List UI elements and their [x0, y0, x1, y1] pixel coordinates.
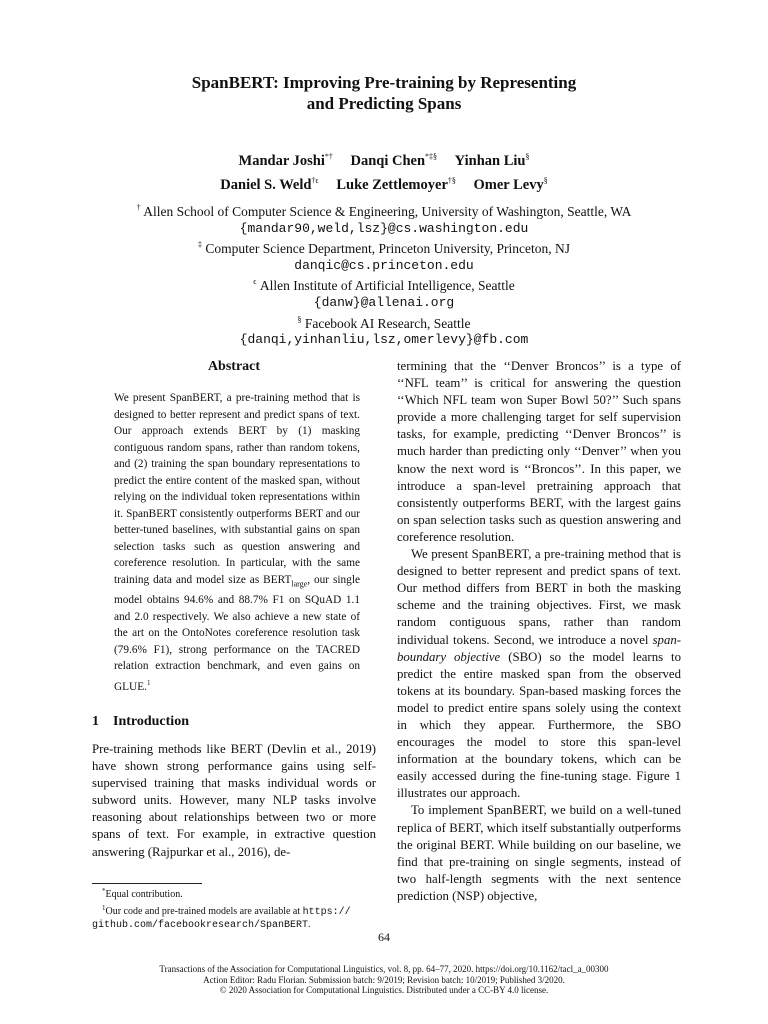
intro-paragraph-1: Pre-training methods like BERT (Devlin et al., 2019) have shown strong performance gains using self-supervised training that masks individual words or subword units. However, many NLP tasks involve reasoning about relationships between two or more spans of text. For example, in extractive question answering (Rajpurkar et al., 2016), de- [92, 742, 376, 859]
email-princeton[interactable]: danqic@cs.princeton.edu [294, 257, 474, 273]
footer-citation: Transactions of the Association for Computational Linguistics, vol. 8, pp. 64–77, 2020. https://doi.org/10.1162/tacl_a_00300 [159, 964, 609, 974]
author [474, 177, 548, 193]
footnote-mark: * [102, 887, 106, 895]
footnote-code [92, 902, 382, 933]
author [239, 153, 333, 169]
affiliation-name: Allen School of Computer Science & Engineering, University of Washington, Seattle, WA [143, 204, 632, 219]
author-marks: § [525, 152, 530, 161]
author-marks: § [543, 176, 548, 185]
affiliations [0, 200, 768, 349]
author [351, 153, 438, 169]
right-column [397, 358, 681, 905]
section-heading-introduction [92, 713, 376, 731]
author-name: Yinhan Liu [454, 153, 526, 169]
footnote-text: Equal contribution. [105, 889, 183, 900]
author-marks: *‡§ [425, 152, 438, 161]
author-row-1 [0, 147, 768, 171]
footnote-rule [92, 883, 202, 884]
right-paragraph-1: termining that the ‘‘Denver Broncos’’ is a type of ‘‘NFL team’’ is critical for answering the question ‘‘Which NFL team won Super Bowl 50?’’ Such spans provide a more challenging target for self supervision tasks, for example, predicting ‘‘Denver Broncos’’ is much harder than predicting only ‘‘Denver’’ when you know the next word is ‘‘Broncos’’. In this paper, we introduce a span-level pretraining approach that consistently outperforms BERT, with the largest gains on span selection tasks such as question answering and coreference resolution. [397, 359, 681, 544]
section-title: Introduction [113, 714, 189, 730]
affiliation-mark: † [136, 203, 141, 212]
footer-license: © 2020 Association for Computational Linguistics. Distributed under a CC-BY 4.0 license. [219, 985, 549, 995]
title-line-2: and Predicting Spans [306, 94, 462, 113]
affiliation-uw [0, 200, 768, 221]
footnotes [92, 885, 382, 933]
author [455, 153, 530, 169]
affiliation-mark: ‡ [197, 240, 202, 250]
p2-part-a: We present SpanBERT, a pre-training method that is designed to better represent and predict spans of text. Our method differs from BERT in both the masking scheme and the training objectives. First, we mask random contiguous spans, rather than random individual tokens. Second, we introduce a novel [397, 547, 681, 647]
page-number: 64 [378, 930, 390, 944]
affiliation-princeton [0, 237, 768, 258]
right-paragraph-3: To implement SpanBERT, we build on a well-tuned replica of BERT, which itself substantially outperforms the original BERT. While building on our baseline, we find that pre-training on single segments, instead of two half-length segments with the next sentence prediction (NSP) objective, [397, 803, 681, 903]
author-marks: †§ [447, 176, 456, 185]
author-name: Daniel S. Weld [220, 177, 312, 193]
affiliation-name: Allen Institute of Artificial Intelligence, Seattle [259, 278, 515, 294]
journal-footer [0, 964, 768, 996]
footnote-mark: 1 [102, 903, 106, 912]
email-ai2[interactable]: {danw}@allenai.org [313, 294, 455, 310]
affiliation-name: Computer Science Department, Princeton University, Princeton, NJ [205, 241, 571, 257]
p2-emphasis: span-boundary objective [397, 632, 681, 664]
author-marks: †ϵ [311, 176, 319, 185]
affiliation-name: Facebook AI Research, Seattle [304, 315, 471, 331]
abstract-heading: Abstract [207, 359, 261, 374]
footer-editor: Action Editor: Radu Florian. Submission batch: 9/2019; Revision batch: 10/2019; Published 3/2020. [203, 974, 565, 985]
affiliation-ai2 [0, 274, 768, 295]
affiliation-mark: ϵ [253, 277, 257, 287]
affiliation-mark: § [297, 314, 302, 324]
author-name: Mandar Joshi [238, 153, 325, 169]
footnote-equal [92, 885, 382, 902]
left-column [92, 358, 376, 861]
email-fair[interactable]: {danqi,yinhanliu,lsz,omerlevy}@fb.com [239, 332, 529, 348]
author-name: Danqi Chen [350, 153, 426, 169]
author [336, 177, 456, 193]
section-number: 1 [92, 714, 99, 730]
author-name: Omer Levy [473, 177, 544, 193]
author-list [0, 147, 768, 195]
title-line-1: SpanBERT: Improving Pre-training by Representing [191, 73, 577, 92]
author-marks: *† [324, 152, 333, 161]
affiliation-fair [0, 312, 768, 333]
abstract-text [114, 390, 360, 695]
paper-title [0, 72, 768, 114]
abstract-subscript: large [291, 578, 308, 588]
email-uw[interactable]: {mandar90,weld,lsz}@cs.washington.edu [239, 220, 529, 236]
code-link-part-1[interactable]: https:// [302, 906, 351, 918]
footnote-end: . [308, 919, 311, 930]
abstract-part-b: , our single model obtains 94.6% and 88.7% F1 on SQuAD 1.1 and 2.0 respectively. We also achieve a new state of the art on the OntoNotes coreference resolution task (79.6% F1), strong performance on the TACRED relation extraction benchmark, and even gains on GLUE. [114, 573, 360, 693]
right-paragraph-2 [397, 546, 681, 802]
p2-part-b: (SBO) so the model learns to predict the entire masked span from the observed tokens at its boundary. Span-based masking forces the model to predict entire spans solely using the context in which they appear. Furthermore, the SBO encourages the model to store this span-level information at the boundary tokens, which can be easily accessed during the fine-tuning stage. Figure 1 illustrates our approach. [397, 649, 681, 801]
author-name: Luke Zettlemoyer [336, 177, 448, 193]
abstract-part-a: We present SpanBERT, a pre-training method that is designed to better represent and predict spans of text. Our approach extends BERT by (1) masking contiguous random spans, rather than random tokens, and (2) training the span boundary representations to predict the entire content of the masked span, without relying on the individual token representations within it. SpanBERT consistently outperforms BERT and our better-tuned baselines, with substantial gains on span selection tasks such as question answering and coreference resolution. In particular, with the same training data and model size as BERT [114, 392, 360, 586]
footnote-text: Our code and pre-trained models are available at [105, 905, 303, 917]
code-link-part-2[interactable]: github.com/facebookresearch/SpanBERT [92, 920, 309, 931]
footnote-ref[interactable]: 1 [146, 678, 151, 687]
author-row-2 [0, 171, 768, 195]
author [220, 177, 318, 193]
